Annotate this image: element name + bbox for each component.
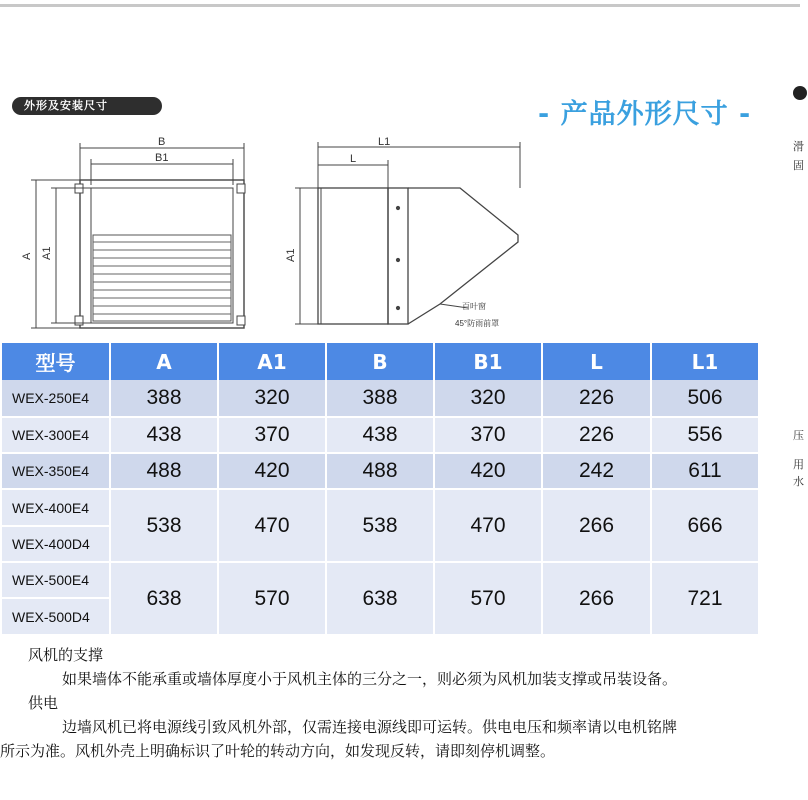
value-cell: 488: [326, 453, 434, 489]
value-cell: 388: [110, 380, 218, 417]
model-cell: WEX-500E4: [2, 562, 110, 598]
value-cell: 226: [542, 417, 651, 453]
cut-off-text: 用: [793, 458, 804, 471]
value-cell: 266: [542, 562, 651, 635]
value-cell: 538: [326, 489, 434, 562]
table-row: [2, 453, 759, 489]
header-l1: L1: [651, 343, 759, 380]
cut-off-text: 固: [793, 159, 804, 172]
bullet-dot: [793, 86, 807, 100]
support-heading: 风机的支撑: [28, 646, 104, 664]
value-cell: 266: [542, 489, 651, 562]
value-cell: 638: [326, 562, 434, 635]
power-text-continued: 所示为准。风机外壳上明确标识了叶轮的转动方向，如发现反转，请即刻停机调整。: [0, 742, 556, 760]
dim-label-l: L: [350, 153, 357, 165]
value-cell: 538: [110, 489, 218, 562]
dim-label-b: B: [158, 136, 166, 148]
section-tag: 外形及安装尺寸: [12, 97, 162, 115]
model-cell: WEX-250E4: [2, 380, 110, 417]
model-cell: WEX-350E4: [2, 453, 110, 489]
dim-label-a1: A1: [41, 246, 53, 260]
dimension-table: [2, 343, 760, 636]
dim-label-side-a1: A1: [285, 248, 297, 262]
power-text: 边墙风机已将电源线引致风机外部，仅需连接电源线即可运转。供电电压和频率请以电机铭牌: [62, 718, 678, 736]
value-cell: 438: [110, 417, 218, 453]
value-cell: 570: [218, 562, 326, 635]
installation-notes: [0, 643, 808, 763]
value-cell: 226: [542, 380, 651, 417]
value-cell: 420: [434, 453, 542, 489]
value-cell: 638: [110, 562, 218, 635]
value-cell: 388: [326, 380, 434, 417]
value-cell: 420: [218, 453, 326, 489]
dim-label-l1: L1: [378, 136, 391, 148]
table-row: [2, 380, 759, 417]
model-cell: WEX-300E4: [2, 417, 110, 453]
value-cell: 242: [542, 453, 651, 489]
header-model: 型号: [2, 343, 110, 380]
header-a1: A1: [218, 343, 326, 380]
value-cell: 370: [218, 417, 326, 453]
value-cell: 488: [110, 453, 218, 489]
support-text: 如果墙体不能承重或墙体厚度小于风机主体的三分之一，则必须为风机加装支撑或吊装设备。: [62, 670, 678, 688]
value-cell: 570: [434, 562, 542, 635]
table-row: [2, 417, 759, 453]
value-cell: 438: [326, 417, 434, 453]
model-cell: WEX-400E4: [2, 489, 110, 526]
table-header-row: [2, 343, 759, 380]
cut-off-text: 水: [793, 475, 804, 488]
value-cell: 320: [434, 380, 542, 417]
cut-off-text: 滑: [793, 140, 804, 153]
header-b: B: [326, 343, 434, 380]
value-cell: 470: [218, 489, 326, 562]
table-row: [2, 489, 759, 526]
header-l: L: [542, 343, 651, 380]
value-cell: 320: [218, 380, 326, 417]
page-title: - 产品外形尺寸 -: [538, 99, 752, 130]
table-row: [2, 562, 759, 598]
value-cell: 611: [651, 453, 759, 489]
dim-label-b1: B1: [155, 152, 169, 164]
dimension-drawings: [0, 130, 560, 342]
top-rule: [0, 4, 800, 7]
value-cell: 370: [434, 417, 542, 453]
model-cell: WEX-500D4: [2, 598, 110, 635]
dim-label-a: A: [21, 252, 33, 260]
value-cell: 666: [651, 489, 759, 562]
front-view-drawing: [31, 143, 245, 328]
value-cell: 470: [434, 489, 542, 562]
value-cell: 506: [651, 380, 759, 417]
cut-off-text: 压: [793, 429, 804, 442]
power-heading: 供电: [28, 694, 59, 712]
side-view-drawing: [295, 142, 520, 324]
header-a: A: [110, 343, 218, 380]
header-b1: B1: [434, 343, 542, 380]
value-cell: 721: [651, 562, 759, 635]
value-cell: 556: [651, 417, 759, 453]
hood-callout: 45°防雨前罩: [455, 319, 500, 328]
louver-callout: 百叶窗: [462, 302, 486, 311]
model-cell: WEX-400D4: [2, 526, 110, 562]
